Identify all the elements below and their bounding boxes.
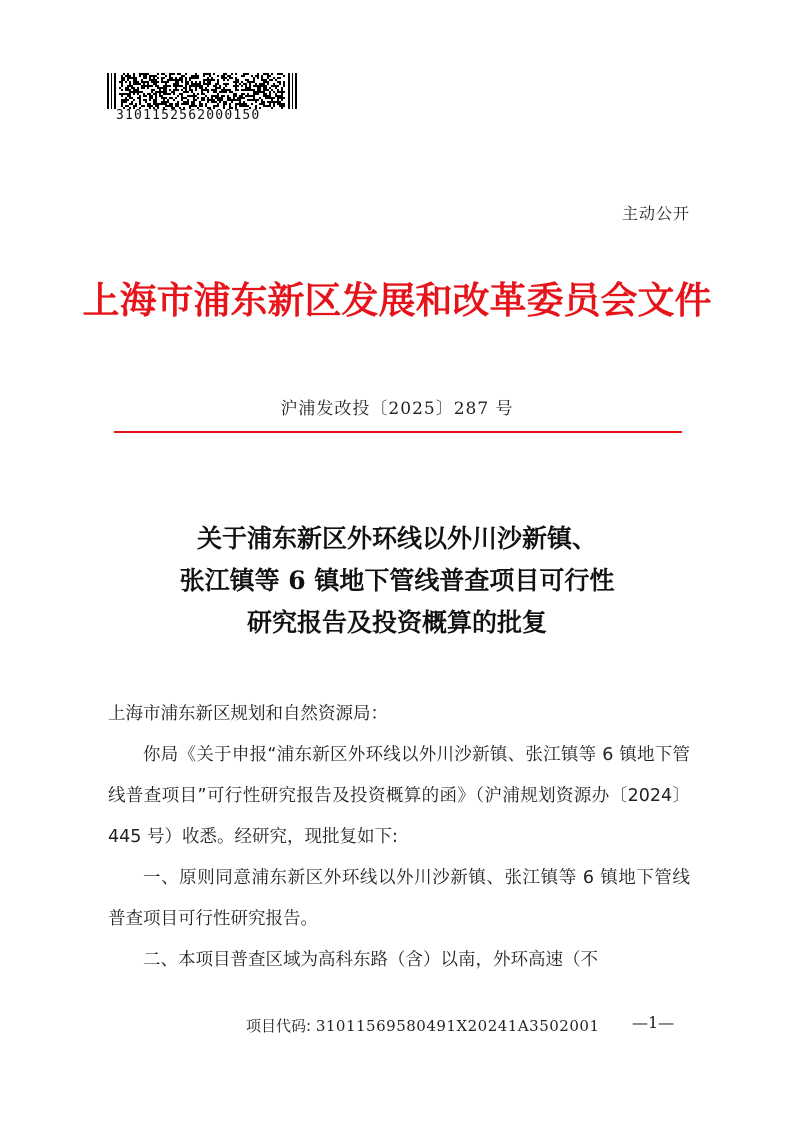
title-line: 关于浦东新区外环线以外川沙新镇、 [196,524,597,553]
red-divider-line [114,431,682,433]
body-paragraph: 你局《关于申报“浦东新区外环线以外川沙新镇、张江镇等 6 镇地下管线普查项目”可行性研究报告及投资概算的函》（沪浦规划资源办〔2024〕445 号）收悉。经研究，现批复如下: [108,745,690,847]
project-code [246,1015,600,1036]
barcode-number: 3101152562000150 [116,108,261,123]
body-paragraph: 二、本项目普查区域为高科东路（含）以南，外环高速（不 [143,950,598,970]
body-paragraph: 一、原则同意浦东新区外环线以外川沙新镇、张江镇等 6 镇地下管线普查项目可行性研究报告。 [108,868,690,929]
barcode-image [107,73,297,109]
title-line: 张江镇等 6 镇地下管线普查项目可行性 [179,566,615,595]
page-number: —1— [632,1013,675,1032]
project-code-value: 31011569580491X20241A3502001 [315,1017,600,1035]
title-line: 研究报告及投资概算的批复 [246,608,547,637]
project-code-label: 项目代码: [246,1017,312,1035]
document-title [0,518,794,644]
document-number: 沪浦发改投〔2025〕287 号 [280,399,514,419]
document-body [108,694,690,981]
disclosure-label: 主动公开 [621,204,690,223]
addressee: 上海市浦东新区规划和自然资源局： [108,704,388,724]
issuing-authority-header: 上海市浦东新区发展和改革委员会文件 [82,278,712,322]
